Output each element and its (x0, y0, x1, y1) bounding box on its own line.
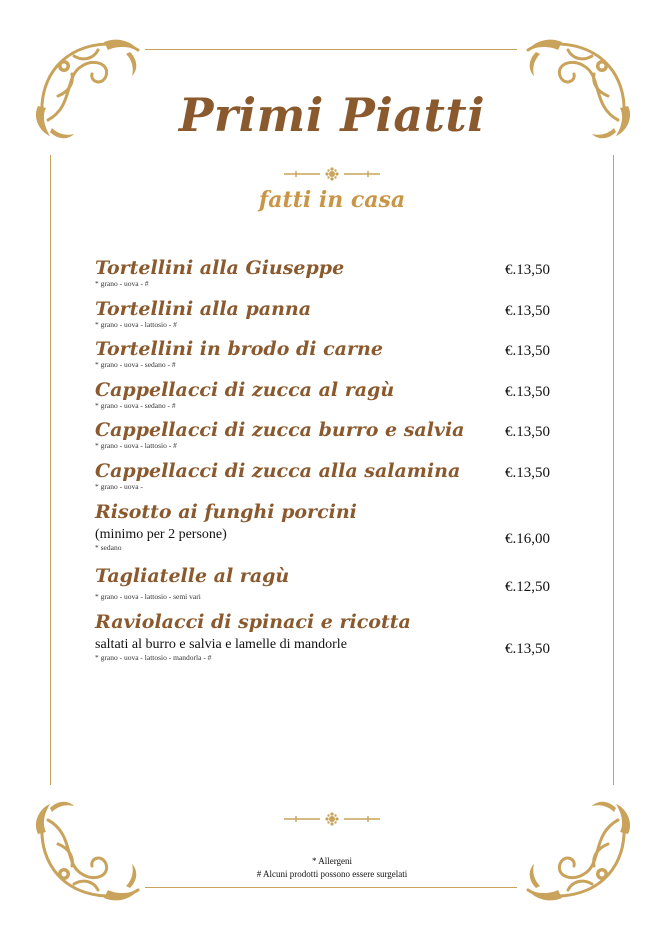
dish-name: Tagliatelle al ragù (95, 564, 290, 587)
menu-list (95, 256, 570, 670)
dish-price: €.13,50 (505, 262, 550, 278)
dish-description: (minimo per 2 persone) (95, 526, 227, 542)
dish-allergens: * grano - uova - # (95, 279, 149, 288)
menu-item (95, 337, 570, 378)
divider-ornament-icon (282, 167, 382, 181)
dish-name: Cappellacci di zucca burro e salvia (95, 419, 465, 442)
dish-allergens: * grano - uova - lattosio - # (95, 319, 177, 329)
dish-allergens: * grano - uova - sedano - # (95, 360, 176, 370)
dish-allergens: * grano - uova - (95, 481, 143, 491)
frame-left-line (50, 155, 51, 785)
page-subtitle: fatti in casa (258, 187, 406, 213)
frame-top-line (145, 49, 517, 50)
frame-bottom-line (145, 887, 517, 888)
dish-name: Tortellini alla Giuseppe (95, 257, 345, 279)
menu-item (95, 297, 570, 338)
dish-description: saltati al burro e salvia e lamelle di mandorle (95, 636, 347, 652)
dish-name: Tortellini in brodo di carne (95, 338, 383, 361)
frame-right-line (613, 155, 614, 785)
dish-allergens: * grano - uova - lattosio - semi vari (95, 591, 201, 601)
dish-price: €.13,50 (505, 424, 550, 441)
footnote-frozen: # Alcuni prodotti possono essere surgelati (256, 869, 408, 879)
dish-price: €.12,50 (505, 578, 550, 595)
corner-ornament-icon (34, 794, 144, 904)
dish-name: Raviolacci di spinaci e ricotta (95, 610, 411, 633)
dish-price: €.13,50 (505, 343, 550, 360)
dish-name: Cappellacci di zucca alla salamina (95, 459, 461, 482)
dish-allergens: * grano - uova - lattosio - # (95, 441, 177, 451)
menu-item (95, 418, 570, 459)
dish-allergens: * grano - uova - lattosio - mandorla - # (95, 652, 212, 662)
dish-price: €.13,50 (505, 302, 550, 319)
divider-ornament-icon (282, 812, 382, 826)
dish-allergens: * grano - uova - sedano - # (95, 400, 176, 410)
menu-item (95, 256, 570, 297)
footnotes (0, 855, 664, 881)
dish-price: €.13,50 (505, 640, 550, 657)
menu-item (95, 564, 570, 610)
dish-name: Tortellini alla panna (95, 297, 312, 320)
dish-name: Risotto ai funghi porcini (95, 500, 357, 523)
menu-item (95, 500, 570, 564)
dish-price: €.16,00 (505, 530, 550, 547)
corner-ornament-icon (522, 794, 632, 904)
footnote-allergens: * Allergeni (311, 856, 353, 866)
dish-allergens: * sedano (95, 542, 122, 552)
menu-item (95, 378, 570, 419)
dish-price: €.13,50 (505, 383, 550, 400)
menu-item (95, 610, 570, 670)
dish-name: Cappellacci di zucca al ragù (95, 378, 395, 401)
menu-item (95, 459, 570, 500)
page-title: Primi Piatti (178, 88, 486, 142)
dish-price: €.13,50 (505, 464, 550, 481)
